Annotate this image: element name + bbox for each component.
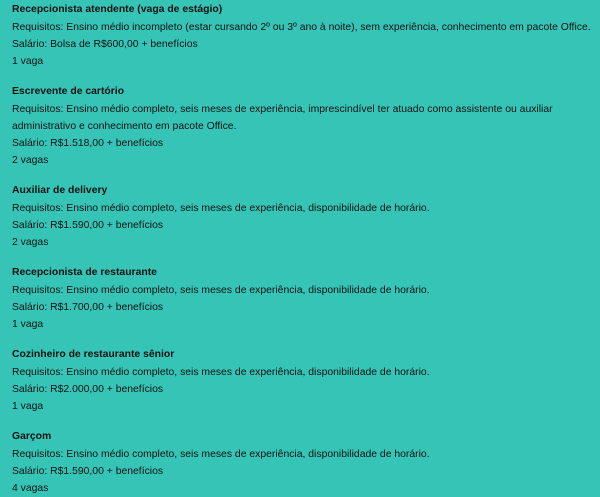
job-title: Cozinheiro de restaurante sênior — [12, 349, 175, 360]
job-title: Auxiliar de delivery — [12, 185, 108, 196]
job-salary: Salário: Bolsa de R$600,00 + benefícios — [12, 39, 198, 50]
job-requirements: Requisitos: Ensino médio incompleto (estar cursando 2º ou 3º ano à noite), sem experiência, conhecimento em pacote Office. — [12, 22, 591, 33]
job-openings: 2 vagas — [12, 237, 49, 248]
job-title: Recepcionista atendente (vaga de estágio) — [12, 4, 223, 15]
job-requirements: Requisitos: Ensino médio completo, seis meses de experiência, disponibilidade de horário. — [12, 367, 430, 378]
job-openings: 4 vagas — [12, 483, 49, 494]
job-requirements: Requisitos: Ensino médio completo, seis meses de experiência, imprescindível ter atuado como assistente ou auxiliar administrativo e conhecimento em pacote Office. — [12, 104, 553, 132]
job-openings: 1 vaga — [12, 401, 44, 412]
job-salary: Salário: R$1.700,00 + benefícios — [12, 302, 164, 313]
job-listing — [12, 347, 600, 415]
job-requirements: Requisitos: Ensino médio completo, seis meses de experiência, disponibilidade de horário. — [12, 285, 430, 296]
job-requirements: Requisitos: Ensino médio completo, seis meses de experiência, disponibilidade de horário. — [12, 449, 430, 460]
job-salary: Salário: R$2.000,00 + benefícios — [12, 384, 164, 395]
job-listing — [12, 183, 600, 251]
job-salary: Salário: R$1.518,00 + benefícios — [12, 138, 164, 149]
job-listing — [12, 84, 600, 169]
job-title: Recepcionista de restaurante — [12, 267, 157, 278]
job-title: Escrevente de cartório — [12, 86, 125, 97]
job-requirements: Requisitos: Ensino médio completo, seis meses de experiência, disponibilidade de horário. — [12, 203, 430, 214]
job-listing — [12, 265, 600, 333]
job-openings: 1 vaga — [12, 319, 44, 330]
job-listing — [12, 429, 600, 497]
job-salary: Salário: R$1.590,00 + benefícios — [12, 220, 164, 231]
job-openings: 2 vagas — [12, 155, 49, 166]
job-openings: 1 vaga — [12, 56, 44, 67]
job-salary: Salário: R$1.590,00 + benefícios — [12, 466, 164, 477]
job-listing — [12, 2, 600, 70]
job-title: Garçom — [12, 431, 52, 442]
